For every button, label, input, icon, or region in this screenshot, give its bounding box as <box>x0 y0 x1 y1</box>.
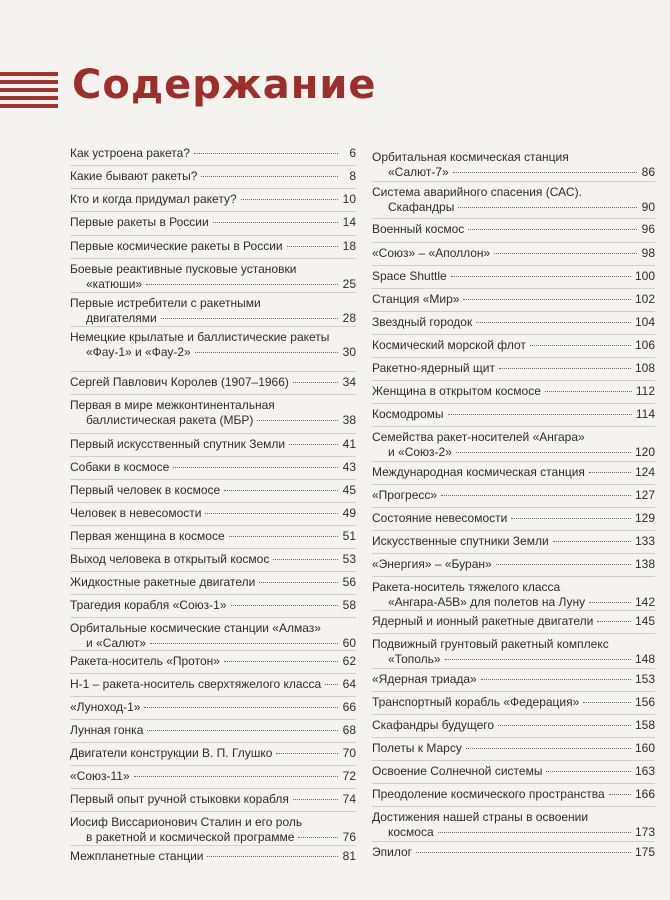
dot-leader <box>545 391 632 392</box>
page-number: 14 <box>342 215 356 229</box>
dot-leader <box>583 702 631 703</box>
entry-separator <box>372 265 655 266</box>
entry-separator <box>70 765 356 766</box>
toc-entry-title: Собаки в космосе <box>70 460 170 474</box>
page-number: 163 <box>634 764 655 778</box>
toc-entry[interactable] <box>70 598 356 613</box>
toc-entry[interactable] <box>372 787 655 802</box>
toc-entry-title-cont: «Салют-7» <box>388 165 449 179</box>
toc-entry-title: Первая в мире межконтинентальная <box>70 398 275 412</box>
toc-entry-title: Эпилог <box>372 845 413 859</box>
page-number: 51 <box>342 529 356 543</box>
toc-entry[interactable] <box>70 169 356 184</box>
entry-separator <box>70 650 356 651</box>
entry-separator <box>372 806 655 807</box>
toc-entry[interactable] <box>70 654 356 669</box>
toc-entry[interactable] <box>372 292 655 307</box>
toc-entry-title-cont: и «Салют» <box>86 636 147 650</box>
page-number: 72 <box>342 769 356 783</box>
toc-entry-title: Орбитальные космические станции «Алмаз» <box>70 621 321 635</box>
entry-separator <box>372 610 655 611</box>
entry-separator <box>372 633 655 634</box>
toc-entry[interactable] <box>372 845 655 860</box>
dot-leader <box>553 541 631 542</box>
page-number: 175 <box>634 845 655 859</box>
toc-entry-title: Полеты к Марсу <box>372 741 462 755</box>
entry-separator <box>372 691 655 692</box>
dot-leader <box>173 467 338 468</box>
page-number: 124 <box>634 465 655 479</box>
entry-separator <box>372 760 655 761</box>
toc-entry-title: Первый опыт ручной стыковки корабля <box>70 792 289 806</box>
page-number: 160 <box>634 741 655 755</box>
toc-entry-title: Иосиф Виссарионович Сталин и его роль <box>70 815 303 829</box>
dot-leader <box>205 513 338 514</box>
entry-separator <box>70 788 356 789</box>
toc-entry-title: Состояние невесомости <box>372 511 508 525</box>
page-number: 70 <box>342 746 356 760</box>
entry-separator <box>70 188 356 189</box>
page-number: 8 <box>349 169 356 183</box>
page-number: 68 <box>342 723 356 737</box>
toc-entry-title-cont: и «Союз-2» <box>388 445 452 459</box>
toc-entry[interactable] <box>372 246 655 261</box>
toc-entry[interactable] <box>372 511 655 526</box>
entry-separator <box>372 288 655 289</box>
toc-entry[interactable] <box>70 769 356 784</box>
page-number: 104 <box>634 315 655 329</box>
toc-entry-title-cont: двигателями <box>86 311 157 325</box>
page-number: 74 <box>342 792 356 806</box>
page-number: 56 <box>342 575 356 589</box>
toc-entry-title: «Союз-11» <box>70 769 130 783</box>
entry-separator <box>70 479 356 480</box>
dot-leader <box>289 444 338 445</box>
dot-leader <box>134 776 338 777</box>
toc-entry-title-cont: «Тополь» <box>388 652 441 666</box>
entry-separator <box>372 403 655 404</box>
page-number: 18 <box>342 239 356 253</box>
toc-entry[interactable] <box>70 552 356 567</box>
entry-separator <box>70 371 356 372</box>
page-number: 34 <box>342 375 356 389</box>
entry-separator <box>372 668 655 669</box>
entry-separator <box>372 461 655 462</box>
dot-leader <box>589 602 631 603</box>
toc-entry-title: Скафандры будущего <box>372 718 495 732</box>
toc-entry-title: «Луноход-1» <box>70 700 141 714</box>
toc-entry-title: Международная космическая станция <box>372 465 585 479</box>
toc-entry-title: Первая женщина в космосе <box>70 529 225 543</box>
page-number: 58 <box>342 598 356 612</box>
toc-entry-title: Ракетно-ядерный щит <box>372 361 495 375</box>
page-number: 145 <box>634 614 655 628</box>
dot-leader <box>194 153 338 154</box>
page-number: 158 <box>634 718 655 732</box>
toc-entry-title-cont: «Фау-1» и «Фау-2» <box>86 345 191 359</box>
dot-leader <box>150 643 338 644</box>
page-number: 76 <box>342 830 356 844</box>
page-number: 153 <box>634 672 655 686</box>
page-number: 90 <box>641 200 655 214</box>
dot-leader <box>476 322 631 323</box>
dot-leader <box>259 582 338 583</box>
toc-entry[interactable] <box>70 192 356 207</box>
dot-leader <box>609 794 631 795</box>
dot-leader <box>241 199 338 200</box>
toc-entry-title: Транспортный корабль «Федерация» <box>372 695 580 709</box>
toc-entry-title-cont: «катюши» <box>86 277 143 291</box>
page-number: 60 <box>342 636 356 650</box>
toc-entry[interactable] <box>70 723 356 738</box>
page-number: 106 <box>634 338 655 352</box>
toc-entry-title: Кто и когда придумал ракету? <box>70 192 237 206</box>
toc-entry-title: Космический морской флот <box>372 338 526 352</box>
toc-entry-title: Ядерный и ионный ракетные двигатели <box>372 614 594 628</box>
toc-entry-title: Космодромы <box>372 407 444 421</box>
toc-entry-title: Станция «Мир» <box>372 292 460 306</box>
page-number: 25 <box>342 277 356 291</box>
toc-entry-title: Лунная гонка <box>70 723 144 737</box>
entry-separator <box>70 292 356 293</box>
dot-leader <box>195 352 338 353</box>
page-number: 138 <box>634 557 655 571</box>
dot-leader <box>496 564 631 565</box>
toc-entry-title: Н-1 – ракета-носитель сверхтяжелого класса <box>70 677 322 691</box>
dot-leader <box>445 659 631 660</box>
toc-entry-title: «Ядерная триада» <box>372 672 477 686</box>
entry-separator <box>70 502 356 503</box>
toc-entry[interactable] <box>372 534 655 549</box>
toc-entry[interactable] <box>70 460 356 475</box>
toc-entry[interactable] <box>70 398 356 428</box>
page-number: 10 <box>342 192 356 206</box>
toc-entry[interactable] <box>372 488 655 503</box>
dot-leader <box>448 414 632 415</box>
dot-leader <box>597 621 631 622</box>
toc-entry[interactable] <box>372 465 655 480</box>
page-number: 41 <box>342 437 356 451</box>
entry-separator <box>70 211 356 212</box>
decor-stripe <box>0 88 58 92</box>
toc-entry-title: Женщина в открытом космосе <box>372 384 541 398</box>
page-number: 45 <box>342 483 356 497</box>
toc-entry[interactable] <box>372 718 655 733</box>
entry-separator <box>70 326 356 327</box>
toc-entry[interactable] <box>372 269 655 284</box>
toc-entry-title: Первые космические ракеты в России <box>70 239 283 253</box>
toc-entry[interactable] <box>70 700 356 715</box>
toc-entry-title: Межпланетные станции <box>70 849 204 863</box>
toc-entry[interactable] <box>372 384 655 399</box>
toc-entry[interactable] <box>70 849 356 864</box>
page-number: 173 <box>634 825 655 839</box>
dot-leader <box>224 490 338 491</box>
entry-separator <box>372 841 655 842</box>
toc-entry[interactable] <box>372 637 655 667</box>
page-number: 6 <box>349 146 356 160</box>
page-number: 62 <box>342 654 356 668</box>
decor-stripe <box>0 96 58 100</box>
dot-leader <box>466 748 631 749</box>
toc-entry[interactable] <box>70 146 356 161</box>
toc-entry-title: Подвижный грунтовый ракетный комплекс <box>372 637 609 651</box>
dot-leader <box>207 856 338 857</box>
dot-leader <box>530 345 631 346</box>
dot-leader <box>499 368 631 369</box>
dot-leader <box>213 222 338 223</box>
toc-entry[interactable] <box>372 557 655 572</box>
page-number: 102 <box>634 292 655 306</box>
dot-leader <box>293 799 338 800</box>
decor-stripe <box>0 104 58 108</box>
toc-entry-title: Ракета-носитель тяжелого класса <box>372 580 561 594</box>
toc-entry-title: Первый искусственный спутник Земли <box>70 437 286 451</box>
page-number: 30 <box>342 345 356 359</box>
entry-separator <box>70 165 356 166</box>
page-number: 49 <box>342 506 356 520</box>
dot-leader <box>298 837 338 838</box>
toc-entry-title: «Союз» – «Аполлон» <box>372 246 491 260</box>
entry-separator <box>372 311 655 312</box>
dot-leader <box>416 852 631 853</box>
toc-entry-title: Жидкостные ракетные двигатели <box>70 575 256 589</box>
toc-entry[interactable] <box>70 262 356 292</box>
dot-leader <box>257 420 338 421</box>
toc-entry-title: «Энергия» – «Буран» <box>372 557 492 571</box>
toc-entry-title: Как устроена ракета? <box>70 146 190 160</box>
toc-entry-title-cont: космоса <box>388 825 434 839</box>
page-number: 100 <box>634 269 655 283</box>
dot-leader <box>287 246 338 247</box>
entry-separator <box>70 433 356 434</box>
dot-leader <box>231 605 339 606</box>
page-number: 112 <box>635 384 655 398</box>
toc-entry-title-cont: баллистическая ракета (МБР) <box>86 413 254 427</box>
page-number: 38 <box>342 413 356 427</box>
dot-leader <box>546 771 631 772</box>
page-number: 108 <box>634 361 655 375</box>
dot-leader <box>494 253 637 254</box>
toc-entry[interactable] <box>372 810 655 840</box>
dot-leader <box>293 382 338 383</box>
toc-entry[interactable] <box>372 315 655 330</box>
decor-stripe <box>0 72 58 76</box>
entry-separator <box>372 553 655 554</box>
toc-entry[interactable] <box>70 621 356 651</box>
entry-separator <box>372 530 655 531</box>
dot-leader <box>451 276 631 277</box>
decor-stripe <box>0 80 58 84</box>
toc-entry-title: Искусственные спутники Земли <box>372 534 549 548</box>
page-number: 156 <box>634 695 655 709</box>
toc-entry-title: Какие бывают ракеты? <box>70 169 198 183</box>
toc-entry[interactable] <box>70 375 356 390</box>
toc-entry[interactable] <box>372 407 655 422</box>
entry-separator <box>70 617 356 618</box>
entry-separator <box>70 525 356 526</box>
entry-separator <box>372 737 655 738</box>
toc-entry[interactable] <box>70 330 356 360</box>
dot-leader <box>463 299 631 300</box>
toc-entry-title-cont: «Ангара-А5В» для полетов на Луну <box>388 595 586 609</box>
toc-entry[interactable] <box>70 483 356 498</box>
toc-entry-title: Достижения нашей страны в освоении <box>372 810 589 824</box>
entry-separator <box>372 714 655 715</box>
toc-entry-title: Первые ракеты в России <box>70 215 209 229</box>
page-title: Содержание <box>72 62 377 108</box>
page-number: 133 <box>634 534 655 548</box>
entry-separator <box>372 426 655 427</box>
dot-leader <box>438 832 631 833</box>
toc-entry[interactable] <box>70 575 356 590</box>
toc-entry[interactable] <box>372 185 655 215</box>
dot-leader <box>201 176 338 177</box>
toc-entry-title: Военный космос <box>372 222 465 236</box>
entry-separator <box>70 673 356 674</box>
toc-entry[interactable] <box>372 672 655 687</box>
entry-separator <box>372 218 655 219</box>
entry-separator <box>70 258 356 259</box>
entry-separator <box>372 783 655 784</box>
dot-leader <box>161 318 338 319</box>
dot-leader <box>511 518 631 519</box>
toc-entry-title-cont: в ракетной и космической программе <box>86 830 295 844</box>
toc-entry[interactable] <box>70 529 356 544</box>
toc-entry[interactable] <box>372 222 655 237</box>
toc-entry-title: Освоение Солнечной системы <box>372 764 543 778</box>
dot-leader <box>498 725 631 726</box>
entry-separator <box>70 719 356 720</box>
page-number: 98 <box>641 246 655 260</box>
entry-separator <box>70 548 356 549</box>
dot-leader <box>276 753 338 754</box>
toc-entry-title: Орбитальная космическая станция <box>372 150 569 164</box>
dot-leader <box>144 707 338 708</box>
toc-entry[interactable] <box>70 746 356 761</box>
entry-separator <box>372 484 655 485</box>
entry-separator <box>70 571 356 572</box>
toc-entry[interactable] <box>372 338 655 353</box>
page-number: 81 <box>342 849 356 863</box>
dot-leader <box>589 472 631 473</box>
toc-entry[interactable] <box>70 506 356 521</box>
toc-entry[interactable] <box>70 437 356 452</box>
toc-entry-title: Немецкие крылатые и баллистические ракеты <box>70 330 330 344</box>
entry-separator <box>372 242 655 243</box>
entry-separator <box>372 380 655 381</box>
toc-entry[interactable] <box>372 430 655 460</box>
dot-leader <box>453 172 637 173</box>
title-decoration <box>0 72 58 110</box>
dot-leader <box>273 559 338 560</box>
toc-entry[interactable] <box>372 580 655 610</box>
toc-entry[interactable] <box>372 695 655 710</box>
toc-entry-title: Преодоление космического пространства <box>372 787 605 801</box>
toc-entry-title: «Прогресс» <box>372 488 438 502</box>
toc-entry-title-cont: Скафандры <box>388 200 455 214</box>
toc-entry-title: Человек в невесомости <box>70 506 202 520</box>
toc-entry[interactable] <box>70 677 356 692</box>
page-number: 142 <box>634 595 655 609</box>
dot-leader <box>468 229 637 230</box>
toc-entry[interactable] <box>372 361 655 376</box>
page-number: 66 <box>342 700 356 714</box>
page-number: 166 <box>634 787 655 801</box>
entry-separator <box>372 334 655 335</box>
toc-entry-title: Первые истребители с ракетными <box>70 296 261 310</box>
entry-separator <box>70 696 356 697</box>
toc-entry-title: Сергей Павлович Королев (1907–1966) <box>70 375 289 389</box>
toc-entry[interactable] <box>70 239 356 254</box>
toc-entry[interactable] <box>70 215 356 230</box>
dot-leader <box>456 452 631 453</box>
entry-separator <box>70 456 356 457</box>
toc-entry-title: Система аварийного спасения (САС). <box>372 185 582 199</box>
toc-entry[interactable] <box>372 741 655 756</box>
page-number: 53 <box>342 552 356 566</box>
page-number: 64 <box>342 677 356 691</box>
toc-entry-title: Space Shuttle <box>372 269 447 283</box>
toc-entry-title: Трагедия корабля «Союз-1» <box>70 598 227 612</box>
dot-leader <box>325 684 338 685</box>
toc-entry[interactable] <box>372 150 655 180</box>
toc-entry[interactable] <box>70 815 356 845</box>
entry-separator <box>372 507 655 508</box>
entry-separator <box>70 394 356 395</box>
entry-separator <box>372 357 655 358</box>
page-number: 120 <box>634 445 655 459</box>
entry-separator <box>70 811 356 812</box>
page-number: 129 <box>634 511 655 525</box>
page-number: 148 <box>634 652 655 666</box>
entry-separator <box>70 742 356 743</box>
entry-separator <box>70 594 356 595</box>
toc-entry[interactable] <box>372 764 655 779</box>
toc-entry-title: Звездный городок <box>372 315 473 329</box>
dot-leader <box>229 536 338 537</box>
page-number: 127 <box>634 488 655 502</box>
toc-entry-title: Ракета-носитель «Протон» <box>70 654 220 668</box>
entry-separator <box>372 181 655 182</box>
page-number: 114 <box>635 407 655 421</box>
dot-leader <box>224 661 338 662</box>
toc-entry-title: Первый человек в космосе <box>70 483 221 497</box>
toc-entry[interactable] <box>70 792 356 807</box>
toc-entry-title: Семейства ракет-носителей «Ангара» <box>372 430 585 444</box>
toc-entry-title: Боевые реактивные пусковые установки <box>70 262 297 276</box>
dot-leader <box>146 284 338 285</box>
page-number: 86 <box>641 165 655 179</box>
entry-separator <box>70 845 356 846</box>
page-number: 96 <box>641 222 655 236</box>
entry-separator <box>372 576 655 577</box>
toc-entry-title: Выход человека в открытый космос <box>70 552 270 566</box>
dot-leader <box>458 207 637 208</box>
dot-leader <box>441 495 631 496</box>
toc-entry[interactable] <box>70 296 356 326</box>
page-number: 28 <box>342 311 356 325</box>
page-number: 43 <box>342 460 356 474</box>
dot-leader <box>481 679 631 680</box>
toc-entry[interactable] <box>372 614 655 629</box>
dot-leader <box>147 730 338 731</box>
toc-entry-title: Двигатели конструкции В. П. Глушко <box>70 746 273 760</box>
entry-separator <box>70 235 356 236</box>
